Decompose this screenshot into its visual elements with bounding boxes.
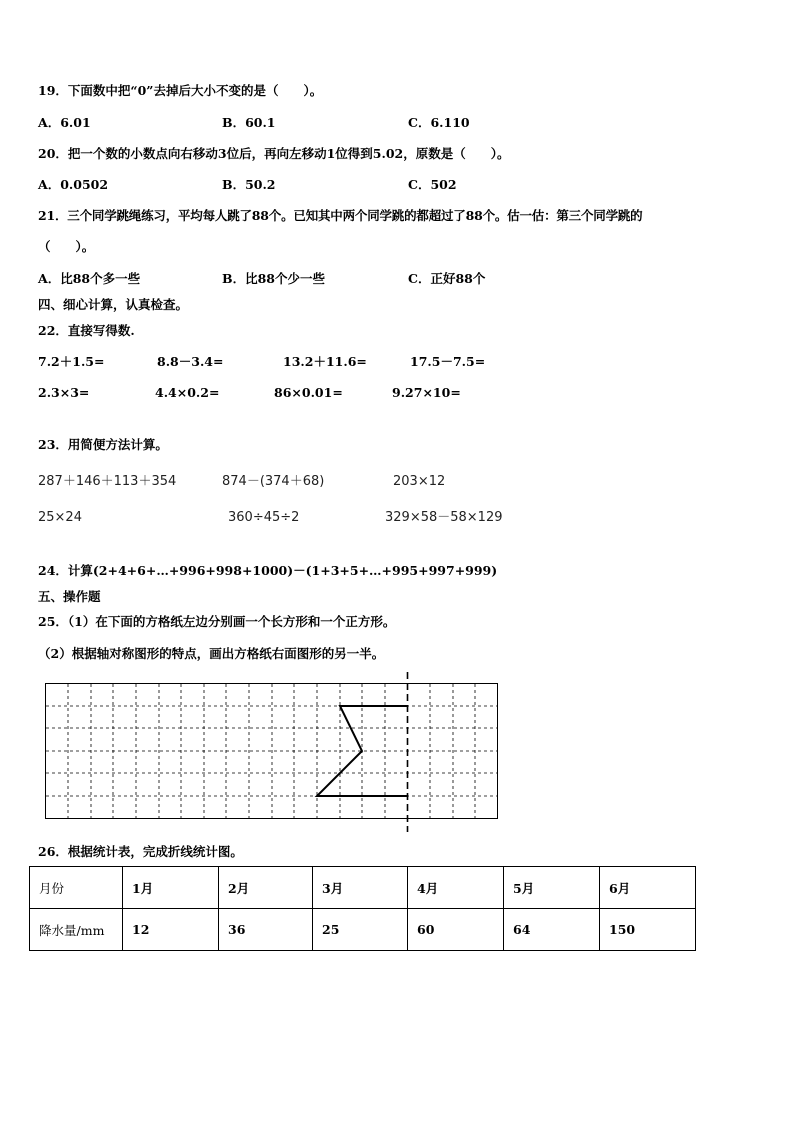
- q22-item: 8.8－3.4=: [157, 354, 224, 369]
- table-cell-value: 36: [219, 909, 313, 951]
- q23-expression: 874－(374＋68): [222, 474, 325, 489]
- q21-option-b: B．比88个少一些: [222, 271, 325, 286]
- table-header-month: 月份: [30, 867, 123, 909]
- table-cell-month: 3月: [313, 867, 408, 909]
- q22-item: 7.2＋1.5=: [38, 354, 105, 369]
- q21-option-c: C．正好88个: [408, 271, 486, 286]
- q23-expression: 203×12: [393, 474, 446, 489]
- table-cell-value: 64: [504, 909, 600, 951]
- q21-stem-line2: （ ）。: [38, 239, 95, 254]
- table-cell-value: 60: [408, 909, 504, 951]
- q26-stem: 26．根据统计表，完成折线统计图。: [38, 844, 243, 859]
- table-cell-value: 12: [123, 909, 219, 951]
- q23-stem: 23．用简便方法计算。: [38, 437, 168, 452]
- table-cell-month: 2月: [219, 867, 313, 909]
- table-row: [30, 909, 696, 951]
- q20-stem: 20．把一个数的小数点向右移动3位后，再向左移动1位得到5.02，原数是（ ）。: [38, 146, 510, 161]
- q22-item: 86×0.01=: [274, 385, 343, 400]
- table-cell-month: 4月: [408, 867, 504, 909]
- q20-option-b: B．50.2: [222, 177, 276, 192]
- section-4-heading: 四、细心计算，认真检查。: [38, 297, 189, 312]
- q21-option-a: A．比88个多一些: [38, 271, 141, 286]
- section-5-heading: 五、操作题: [38, 589, 101, 604]
- q24-stem: 24．计算(2+4+6+…+996+998+1000)－(1+3+5+…+995+997+999): [38, 563, 498, 578]
- q22-stem: 22．直接写得数.: [38, 323, 135, 338]
- q25-part2: （2）根据轴对称图形的特点，画出方格纸右面图形的另一半。: [38, 646, 385, 661]
- q19-stem: 19．下面数中把“0”去掉后大小不变的是（ ）。: [38, 83, 323, 98]
- q25-part1: 25．（1）在下面的方格纸左边分别画一个长方形和一个正方形。: [38, 614, 396, 629]
- q21-stem-line1: 21．三个同学跳绳练习，平均每人跳了88个。已知其中两个同学跳的都超过了88个。估一估：第三个同学跳的: [38, 208, 643, 223]
- q22-item: 9.27×10=: [392, 385, 461, 400]
- table-cell-value: 25: [313, 909, 408, 951]
- rainfall-table: [29, 866, 696, 951]
- q23-expression: 25×24: [38, 510, 82, 525]
- q19-option-a: A．6.01: [38, 115, 91, 130]
- q20-option-a: A．0.0502: [38, 177, 109, 192]
- table-cell-month: 1月: [123, 867, 219, 909]
- table-cell-month: 5月: [504, 867, 600, 909]
- table-cell-value: 150: [600, 909, 696, 951]
- q23-expression: 287＋146＋113＋354: [38, 474, 177, 489]
- table-cell-month: 6月: [600, 867, 696, 909]
- grid-lines-horizontal: [46, 706, 497, 796]
- table-row: [30, 867, 696, 909]
- q22-item: 13.2＋11.6=: [283, 354, 367, 369]
- q19-option-c: C．6.110: [408, 115, 470, 130]
- q23-expression: 360÷45÷2: [228, 510, 300, 525]
- table-header-rainfall: 降水量/mm: [30, 909, 123, 951]
- q22-item: 4.4×0.2=: [155, 385, 220, 400]
- q22-item: 17.5－7.5=: [410, 354, 486, 369]
- q22-item: 2.3×3=: [38, 385, 90, 400]
- q23-expression: 329×58－58×129: [385, 510, 503, 525]
- q19-option-b: B．60.1: [222, 115, 276, 130]
- q20-option-c: C．502: [408, 177, 457, 192]
